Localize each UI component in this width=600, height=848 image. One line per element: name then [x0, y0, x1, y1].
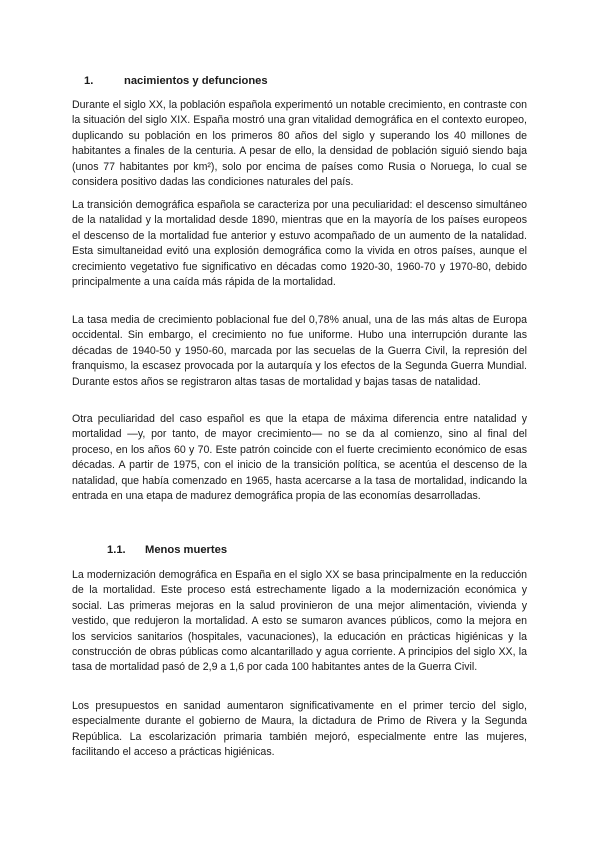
paragraph: Los presupuestos en sanidad aumentaron significativamente en el primer tercio del siglo, especialmente durante el gobierno de Maura, la dictadura de Primo de Rivera y la Segunda República. La escolarización primaria también mejoró, especialmente entre las mujeres, facilitando el acceso a prácticas higiénicas. [72, 700, 527, 759]
section-number: 1. [84, 75, 94, 87]
section-title: nacimientos y defunciones [124, 75, 268, 87]
paragraph: Otra peculiaridad del caso español es que la etapa de máxima diferencia entre natalidad y mortalidad —y, por tanto, de mayor crecimiento— no se da al comienzo, sino al final del proceso, en los años 60 y 70. Este patrón coincide con el fuerte crecimiento económico de esas décadas. A partir de 1975, con el inicio de la transición política, se acentúa el descenso de la natalidad, que había comenzado en 1965, hasta acercarse a la tasa de mortalidad, indicando la entrada en una etapa de madurez demográfica propia de las economías desarrolladas. [72, 413, 527, 503]
subsection-title: Menos muertes [145, 544, 228, 556]
paragraph: La transición demográfica española se caracteriza por una peculiaridad: el descenso simultáneo de la natalidad y la mortalidad desde 1890, mientras que en la mayoría de los países europeos el descenso de la mortalidad fue anterior y estuvo acompañado de un aumento de la natalidad. Esta simultaneidad evitó una explosión demográfica como la vivida en otros países, aunque el crecimiento vegetativo fue significativo en décadas como 1920-30, 1960-70 y 1970-80, debido principalmente a una caída más rápida de la mortalidad. [72, 199, 527, 289]
paragraph: La tasa media de crecimiento poblacional fue del 0,78% anual, una de las más altas de Europa occidental. Sin embargo, el crecimiento no fue uniforme. Hubo una interrupción durante las décadas de 1940-50 y 1950-60, marcada por las secuelas de la Guerra Civil, la represión del franquismo, la escasez provocada por la autarquía y los efectos de la Segunda Guerra Mundial. Durante estos años se registraron altas tasas de mortalidad y bajas tasas de natalidad. [72, 314, 527, 388]
section-heading [84, 74, 268, 88]
subsection-number: 1.1. [107, 544, 126, 556]
subsection-heading [107, 543, 227, 557]
paragraph: Durante el siglo XX, la población española experimentó un notable crecimiento, en contraste con la situación del siglo XIX. España mostró una gran vitalidad demográfica en el contexto europeo, duplicando su población en los primeros 80 años del siglo y superando los 40 millones de habitantes a finales de la centuria. A pesar de ello, la densidad de población siguió siendo baja (unos 77 habitantes por km²), solo por encima de países como Rusia o Noruega, lo cual se considera positivo dadas las condiciones naturales del país. [72, 99, 527, 189]
paragraph: La modernización demográfica en España en el siglo XX se basa principalmente en la reducción de la mortalidad. Este proceso está estrechamente ligado a la modernización económica y social. Las primeras mejoras en la salud provinieron de una mejor alimentación, vivienda y vestido, que redujeron la mortalidad. A esto se sumaron avances públicos, como la mejora en los servicios sanitarios (hospitales, vacunaciones), la educación en prácticas higiénicas y la construcción de obras públicas como alcantarillado y agua corriente. A principios del siglo XX, la tasa de mortalidad pasó de 2,9 a 1,6 por cada 100 habitantes antes de la Guerra Civil. [72, 569, 527, 674]
